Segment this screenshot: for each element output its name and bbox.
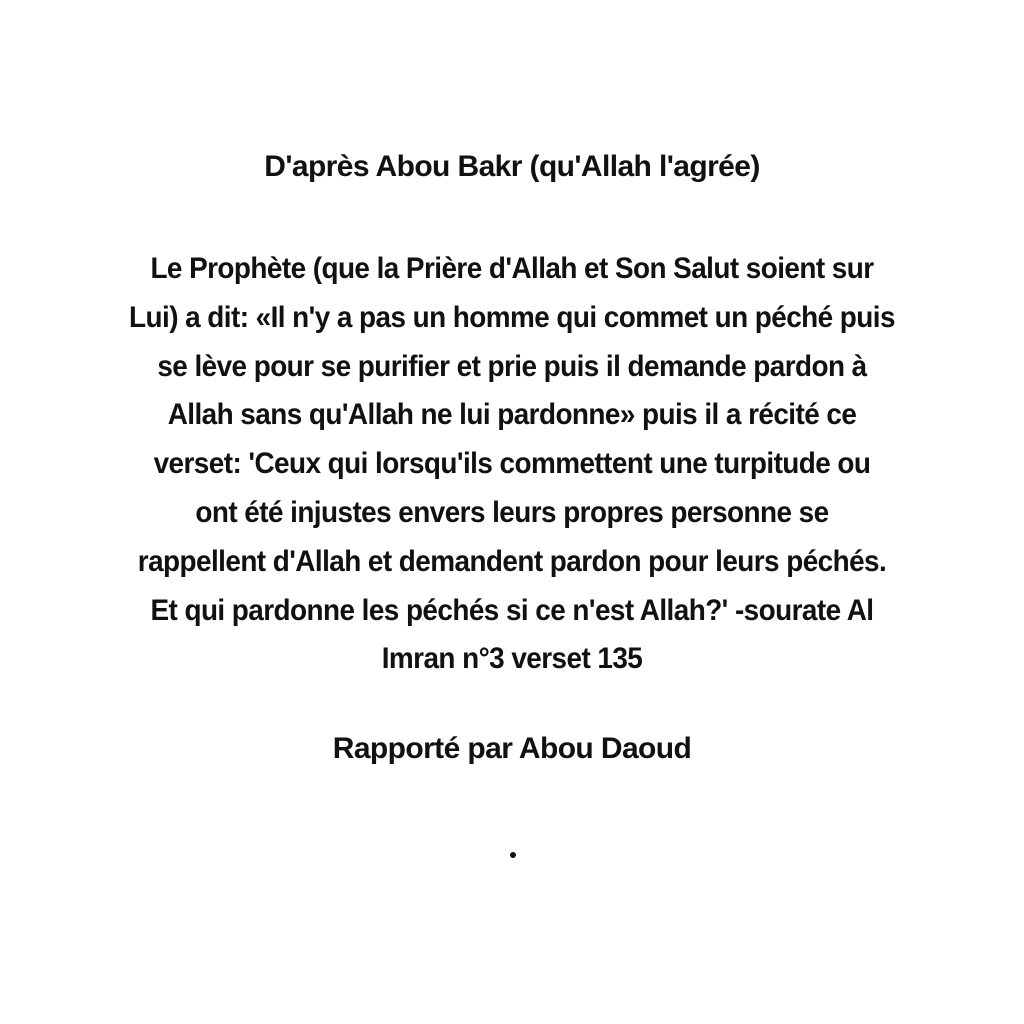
hadith-line: Le Prophète (que la Prière d'Allah et Son Salut soient sur — [150, 252, 874, 285]
hadith-line: Lui) a dit: «Il n'y a pas un homme qui commet un péché puis — [129, 300, 895, 334]
decorative-dot — [510, 852, 516, 858]
hadith-text — [84, 245, 940, 684]
hadith-line: rappellent d'Allah et demandent pardon pour leurs péchés. — [137, 544, 887, 578]
hadith-line: Imran n°3 verset 135 — [381, 642, 643, 676]
source-attribution: Rapporté par Abou Daoud — [332, 732, 692, 765]
hadith-line: Allah sans qu'Allah ne lui pardonne» puis il a récité ce — [167, 398, 857, 432]
hadith-line: se lève pour se purifier et prie puis il demande pardon à — [157, 349, 867, 383]
hadith-line: Et qui pardonne les péchés si ce n'est Allah?' -sourate Al — [150, 593, 874, 627]
narrator-heading: D'après Abou Bakr (qu'Allah l'agrée) — [264, 150, 760, 183]
hadith-line: ont été injustes envers leurs propres personne se — [195, 495, 829, 529]
hadith-line: verset: 'Ceux qui lorsqu'ils commettent une turpitude ou — [153, 447, 871, 481]
